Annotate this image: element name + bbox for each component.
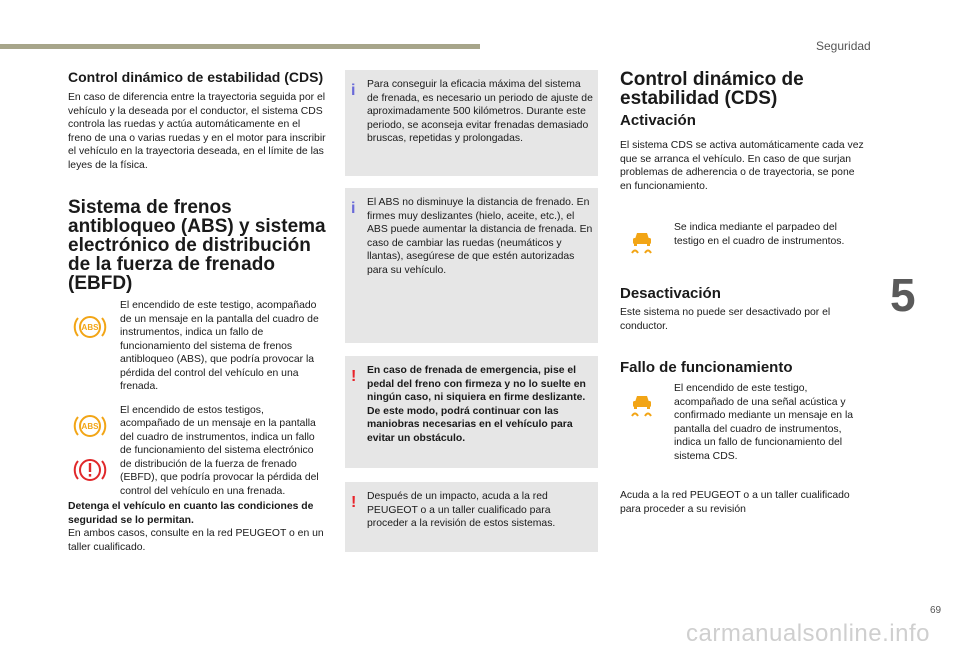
abs-warning-icon: [72, 309, 108, 345]
abs-footer-text: En ambos casos, consulte en la red PEUGEOT o en un taller cualificado.: [68, 528, 324, 553]
info-box-adjustment: [345, 70, 598, 176]
deactivation-heading: Desactivación: [620, 285, 721, 302]
watermark: carmanualsonline.info: [686, 620, 930, 647]
cds-heading: Control dinámico de estabilidad (CDS): [68, 69, 324, 85]
warning-box-emergency-text: En caso de frenada de emergencia, pise el pedal del freno con firmeza y no lo suelte en ningún caso, ni siquiera en firme deslizante. De este modo, podrá continuar con las maniobras necesarias en el vehículo para evitar un obstáculo.: [367, 365, 586, 444]
svg-text:ABS: ABS: [81, 323, 99, 332]
fault-icon-text: El encendido de este testigo, acompañado de una señal acústica y confirmado mediante un mensaje en la pantalla del cuadro de instrumentos, indica un fallo de funcionamiento del sistema CDS.: [674, 383, 854, 462]
activation-text: El sistema CDS se activa automáticamente cada vez que se arranca el vehículo. En caso de que surjan problemas de adherencia o de trayectoria, se pone en funcionamiento.: [620, 140, 864, 192]
activation-icon-text: Se indica mediante el parpadeo del testigo en el cuadro de instrumentos.: [674, 222, 845, 247]
cds-main-heading: Control dinámico de estabilidad (CDS): [620, 69, 804, 109]
page-number: 69: [930, 605, 942, 616]
activation-icon-row: [620, 221, 868, 265]
deactivation-text: Este sistema no puede ser desactivado por el conductor.: [620, 307, 831, 332]
warning-box-emergency: [345, 356, 598, 468]
svg-text:ABS: ABS: [81, 421, 99, 431]
fault-heading: Fallo de funcionamiento: [620, 359, 793, 376]
info-box-abs-text: El ABS no disminuye la distancia de frenado. En firmes muy deslizantes (hielo, aceite, etc.), el ABS puede aumentar la distancia de frenada. En caso de cambiar las ruedas (neumáticos y llantas), asegúrese de que estén autorizadas para su vehículo.: [367, 197, 593, 276]
cds-fault-icon: [624, 386, 660, 422]
info-box-abs: [345, 188, 598, 343]
cds-icon: [624, 223, 660, 259]
right-column: [620, 70, 868, 516]
ebfd-warning-row: [68, 404, 326, 499]
cds-text: En caso de diferencia entre la trayectoria seguida por el vehículo y la deseada por el conductor, el sistema CDS controla las ruedas y actúa automáticamente en el freno de una o varias ruedas y en el motor para inscribir el vehículo en la trayectoria deseada, en el límite de las leyes de la física.: [68, 92, 326, 171]
section-label: Seguridad: [816, 39, 871, 53]
top-bar: [0, 44, 480, 49]
activation-heading: Activación: [620, 112, 696, 129]
abs-warning-row: [68, 299, 326, 394]
info-icon: i: [351, 200, 356, 217]
warning-icon: !: [351, 494, 357, 511]
abs-warning-text: El encendido de este testigo, acompañado de un mensaje en la pantalla del cuadro de instrumentos, indica un fallo de funcionamiento del sistema de frenos antibloqueo (ABS), que podría provocar la pérdida del control del vehículo en una frenada.: [120, 300, 319, 392]
warning-box-impact: [345, 482, 598, 552]
info-icon: i: [351, 82, 356, 99]
ebfd-warning-text: El encendido de estos testigos, acompañado de un mensaje en la pantalla del cuadro de instrumentos, indica un fallo de funcionamiento del sistema electrónico de distribución de la fuerza de frenado (EBFD), que podría provocar la pérdida del control del vehículo en una frenada.: [120, 404, 319, 497]
brake-warning-icon: [72, 452, 108, 488]
fault-icon-row: [620, 382, 868, 463]
warning-box-impact-text: Después de un impacto, acuda a la red PEUGEOT o a un taller cualificado para proceder a la revisión de estos sistemas.: [367, 491, 556, 529]
abs-heading: Sistema de frenos antibloqueo (ABS) y sistema electrónico de distribución de la fuerza de frenado (EBFD): [68, 197, 326, 294]
left-column: [68, 70, 326, 554]
abs-warning-icon-2: [72, 408, 108, 444]
warning-icon: !: [351, 368, 357, 385]
fault-footer-text: Acuda a la red PEUGEOT o a un taller cualificado para proceder a su revisión: [620, 490, 850, 515]
info-box-adjustment-text: Para conseguir la eficacia máxima del sistema de frenada, es necesario un periodo de ajuste de aproximadamente 500 kilómetros. Durante este periodo, se aconseja evitar frenadas demasiado bruscas, repetidas y prolongadas.: [367, 79, 593, 144]
chapter-number: 5: [890, 269, 916, 321]
stop-vehicle-warning: Detenga el vehículo en cuanto las condiciones de seguridad se lo permitan.: [68, 501, 314, 526]
